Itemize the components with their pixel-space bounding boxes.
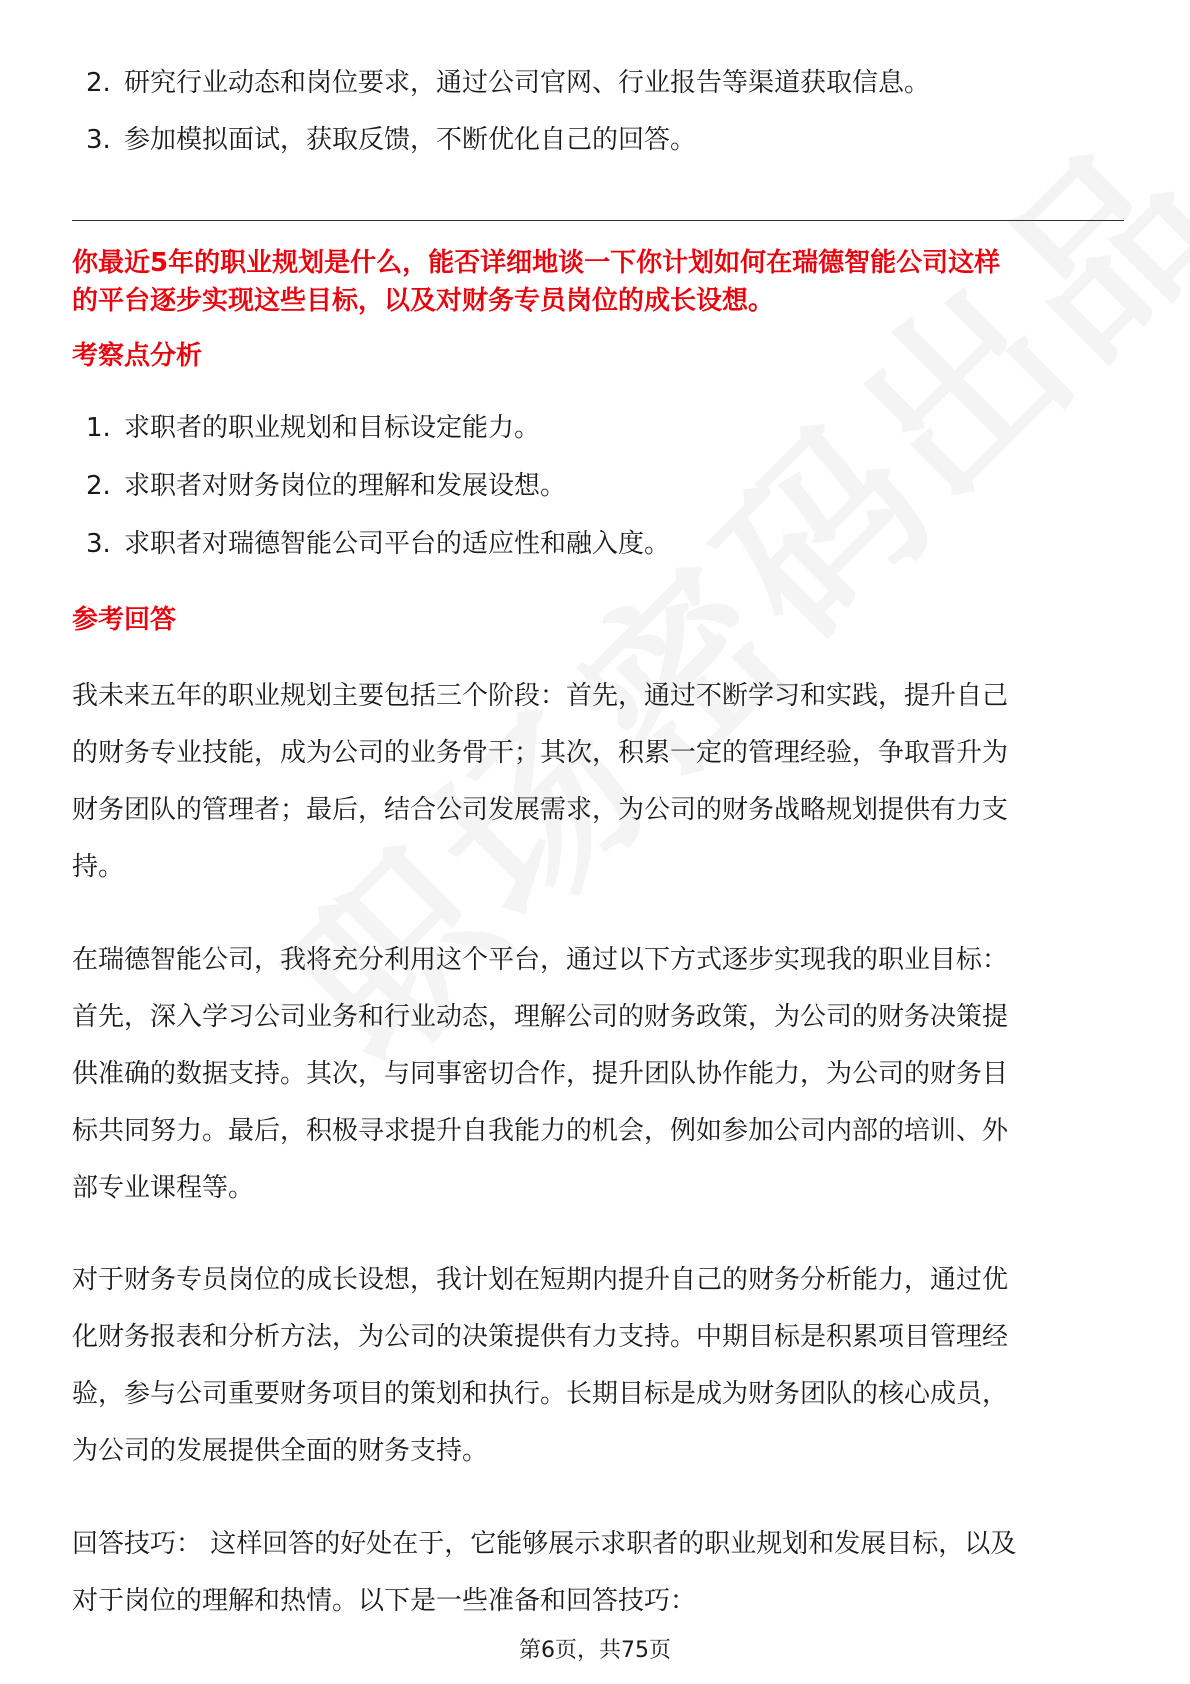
section-divider <box>72 220 1124 221</box>
answer-title: 参考回答 <box>72 605 177 635</box>
answer-tips-paragraph: 回答技巧： 这样回答的好处在于，它能够展示求职者的职业规划和发展目标，以及 对于岗位的理解和热情。以下是一些准备和回答技巧： <box>72 1529 1017 1616</box>
answer-paragraph: 在瑞德智能公司，我将充分利用这个平台，通过以下方式逐步实现我的职业目标： 首先，深入学习公司业务和行业动态，理解公司的财务政策，为公司的财务决策提 供准确的数据支持。其次，与同事密切合作，提升团队协作能力，为公司的财务目 标共同努力。最后，积极寻求提升自我能力的机会，例如参加公司内部的培训、外 部专业课程等。 <box>72 945 1009 1203</box>
question-heading: 你最近5年的职业规划是什么，能否详细地谈一下你计划如何在瑞德智能公司这样 的平台逐步实现这些目标，以及对财务专员岗位的成长设想。 <box>72 248 1001 316</box>
page-number: 第6页，共75页 <box>519 1638 671 1663</box>
previous-tips-list <box>86 66 930 180</box>
analysis-title: 考察点分析 <box>72 341 203 371</box>
list-item: 2. 研究行业动态和岗位要求，通过公司官网、行业报告等渠道获取信息。 <box>86 68 931 98</box>
list-item: 1. 求职者的职业规划和目标设定能力。 <box>86 413 541 443</box>
list-item: 3. 求职者对瑞德智能公司平台的适应性和融入度。 <box>86 529 671 559</box>
list-item: 3. 参加模拟面试，获取反馈，不断优化自己的回答。 <box>86 125 697 155</box>
answer-paragraph: 我未来五年的职业规划主要包括三个阶段：首先，通过不断学习和实践，提升自己 的财务专业技能，成为公司的业务骨干；其次，积累一定的管理经验，争取晋升为 财务团队的管理者；最后，结合公司发展需求，为公司的财务战略规划提供有力支 持。 <box>72 681 1009 882</box>
list-item: 2. 求职者对财务岗位的理解和发展设想。 <box>86 471 567 501</box>
analysis-list <box>86 411 670 585</box>
answer-paragraph: 对于财务专员岗位的成长设想，我计划在短期内提升自己的财务分析能力，通过优 化财务报表和分析方法，为公司的决策提供有力支持。中期目标是积累项目管理经 验，参与公司重要财务项目的策划和执行。长期目标是成为财务团队的核心成员， 为公司的发展提供全面的财务支持。 <box>72 1265 1009 1466</box>
